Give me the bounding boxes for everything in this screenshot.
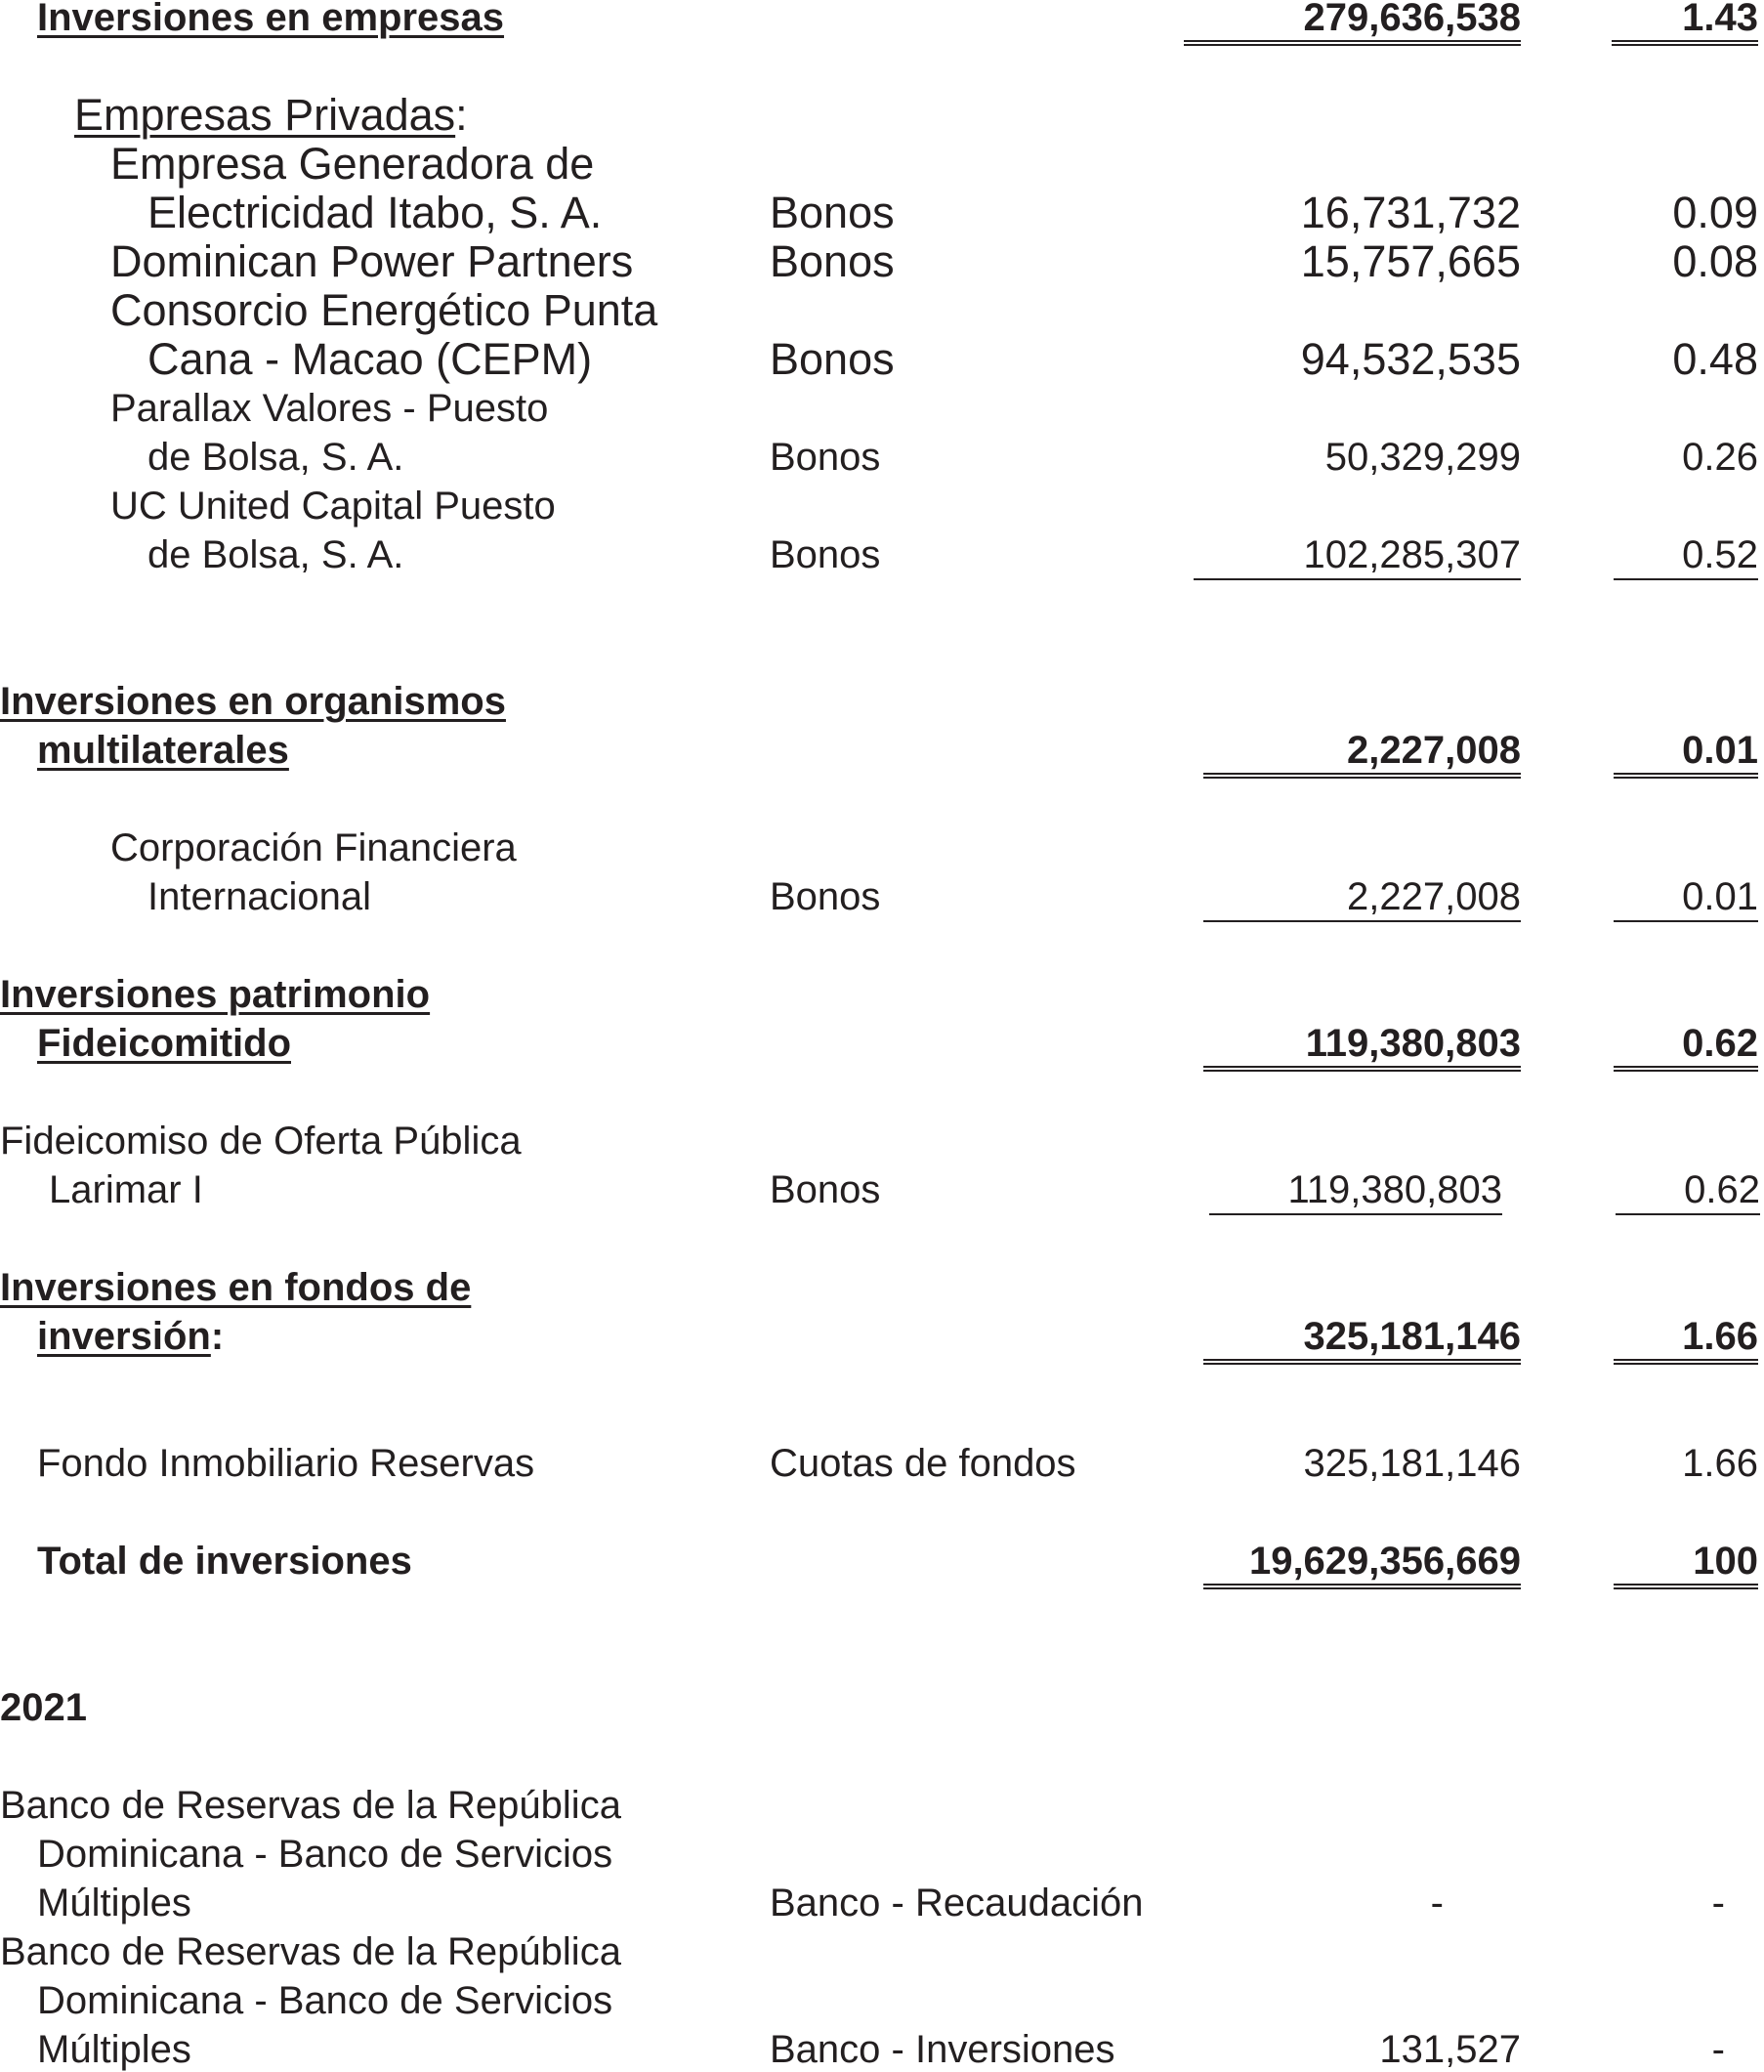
- total-pct: 100: [1614, 1542, 1758, 1589]
- item-amount: 325,181,146: [1303, 1442, 1521, 1485]
- item-type: Bonos: [770, 236, 895, 286]
- item-amount: 16,731,732: [1300, 188, 1521, 237]
- section-amount-empresas: 279,636,538: [1184, 0, 1521, 46]
- item-name-line2: Internacional: [147, 875, 372, 918]
- item-name-line2: Electricidad Itabo, S. A.: [147, 188, 603, 237]
- item-name-line1: Fideicomiso de Oferta Pública: [0, 1120, 522, 1163]
- item-amount: 15,757,665: [1300, 236, 1521, 286]
- item-pct: 0.26: [1682, 436, 1758, 479]
- item-type: Bonos: [770, 875, 881, 918]
- item-name-line2: Dominicana - Banco de Servicios: [37, 1979, 613, 2022]
- section-title-empresas: Inversiones en empresas: [37, 0, 505, 39]
- item-type: Bonos: [770, 533, 881, 576]
- section-title-fideicomitido-line2: Fideicomitido: [37, 1022, 291, 1065]
- item-pct: -: [1711, 2028, 1725, 2071]
- item-name-line2: Cana - Macao (CEPM): [147, 334, 593, 384]
- item-name-line1: Banco de Reservas de la República: [0, 1930, 621, 1973]
- item-pct: 0.08: [1672, 236, 1758, 286]
- item-pct: 0.52: [1614, 535, 1758, 580]
- item-pct: 0.01: [1614, 877, 1758, 922]
- section-pct-fondos: 1.66: [1614, 1317, 1758, 1365]
- section-amount-multilaterales: 2,227,008: [1203, 731, 1521, 779]
- item-name-line1: UC United Capital Puesto: [110, 485, 556, 528]
- item-name-line3: Múltiples: [37, 1882, 191, 1924]
- item-type: Bonos: [770, 188, 895, 237]
- item-pct: 0.62: [1616, 1170, 1760, 1215]
- item-type: Bonos: [770, 1168, 881, 1211]
- item-amount: 50,329,299: [1324, 436, 1521, 479]
- total-label: Total de inversiones: [37, 1540, 412, 1583]
- item-amount: 131,527: [1379, 2028, 1521, 2071]
- item-name-line2: de Bolsa, S. A.: [147, 533, 404, 576]
- item-type: Cuotas de fondos: [770, 1442, 1076, 1485]
- item-name-line2: Dominicana - Banco de Servicios: [37, 1833, 613, 1876]
- section-title-fideicomitido-line1: Inversiones patrimonio: [0, 973, 431, 1016]
- section-title-fondos-line2: inversión:: [37, 1315, 225, 1358]
- item-name-line2: de Bolsa, S. A.: [147, 436, 404, 479]
- section-pct-fideicomitido: 0.62: [1614, 1024, 1758, 1072]
- subheading-empresas-privadas: Empresas Privadas:: [74, 90, 468, 140]
- item-name-line1: Banco de Reservas de la República: [0, 1784, 621, 1827]
- item-name-line1: Empresa Generadora de: [110, 139, 595, 189]
- section-amount-fondos: 325,181,146: [1203, 1317, 1521, 1365]
- item-pct: 0.48: [1672, 334, 1758, 384]
- section-title-multilaterales-line2: multilaterales: [37, 729, 289, 772]
- item-pct: -: [1711, 1882, 1725, 1924]
- item-pct: 0.09: [1672, 188, 1758, 237]
- item-amount: 94,532,535: [1300, 334, 1521, 384]
- item-type: Bonos: [770, 334, 895, 384]
- item-amount: 119,380,803: [1209, 1170, 1502, 1215]
- item-name-line3: Múltiples: [37, 2028, 191, 2071]
- section-amount-fideicomitido: 119,380,803: [1203, 1024, 1521, 1072]
- item-name-line1: Parallax Valores - Puesto: [110, 387, 549, 430]
- item-amount: -: [1430, 1882, 1444, 1924]
- item-name-line1: Fondo Inmobiliario Reservas: [37, 1442, 535, 1485]
- year-heading: 2021: [0, 1686, 87, 1729]
- item-pct: 1.66: [1682, 1442, 1758, 1485]
- section-title-multilaterales-line1: Inversiones en organismos: [0, 680, 506, 723]
- item-name-line1: Consorcio Energético Punta: [110, 285, 658, 335]
- item-type: Banco - Inversiones: [770, 2028, 1115, 2071]
- section-pct-empresas: 1.43: [1612, 0, 1758, 46]
- item-type: Banco - Recaudación: [770, 1882, 1144, 1924]
- item-amount: 2,227,008: [1203, 877, 1521, 922]
- section-title-fondos-line1: Inversiones en fondos de: [0, 1266, 472, 1309]
- item-type: Bonos: [770, 436, 881, 479]
- item-name-line1: Corporación Financiera: [110, 826, 517, 869]
- item-name-line1: Dominican Power Partners: [110, 236, 634, 286]
- total-amount: 19,629,356,669: [1203, 1542, 1521, 1589]
- section-pct-multilaterales: 0.01: [1614, 731, 1758, 779]
- item-name-line2: Larimar I: [49, 1168, 203, 1211]
- item-amount: 102,285,307: [1194, 535, 1521, 580]
